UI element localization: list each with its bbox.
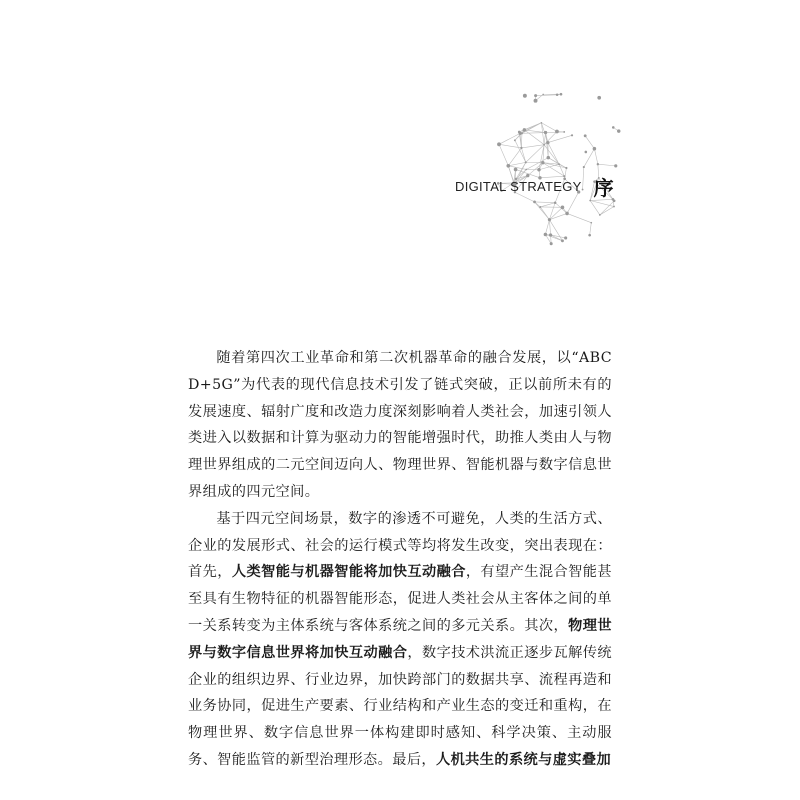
globe-node [542, 94, 544, 96]
globe-node [560, 93, 563, 96]
globe-link [540, 203, 555, 207]
paragraph [188, 506, 612, 774]
globe-node [563, 131, 565, 133]
globe-node [599, 214, 601, 216]
globe-node [564, 236, 567, 239]
globe-node [514, 168, 518, 172]
globe-node [523, 128, 526, 131]
globe-link [545, 220, 549, 235]
globe-node [520, 147, 522, 149]
globe-node [537, 168, 540, 171]
globe-link [499, 133, 520, 144]
emphasis-text: 物理世界与数字信息世界将加快互动融合 [188, 617, 613, 661]
globe-node [518, 131, 521, 134]
globe-link [508, 162, 525, 165]
globe-node [597, 96, 601, 100]
globe-node [558, 163, 560, 165]
globe-node [547, 156, 551, 160]
globe-node [565, 167, 567, 169]
globe-node [506, 164, 510, 168]
globe-node [534, 94, 537, 97]
globe-link [598, 164, 616, 166]
globe-node [543, 144, 545, 146]
globe-link [521, 145, 544, 148]
globe-node [593, 147, 597, 151]
globe-link [522, 133, 546, 134]
globe-node [617, 129, 620, 132]
emphasis-text: 人类智能与机器智能将加快互动融合 [231, 564, 466, 581]
globe-link [539, 164, 559, 170]
globe-link [499, 144, 508, 165]
globe-link [548, 135, 572, 142]
globe-node [561, 239, 564, 242]
globe-node [554, 201, 557, 204]
header-chinese-title: 序 [593, 176, 614, 200]
globe-node [525, 161, 527, 163]
globe-node [588, 234, 591, 237]
globe-link [585, 136, 594, 149]
body-text-run: 随着第四次工业革命和第二次机器革命的融合发展，以“ABCD+5G”为代表的现代信息技术引发了链式突破，正以前所未有的发展速度、辐射广度和改造力度深刻影响着人类社会，加速引领人类进入以数据和计算为驱动力的智能增强时代，助推人类由人与物理世界组成的二元空间迈向人、物理世界、智能机器与数字信息世界组成的四元空间。 [188, 350, 612, 500]
globe-node [561, 206, 565, 210]
globe-node [585, 151, 588, 154]
globe-node [534, 99, 538, 103]
globe-node [597, 163, 599, 165]
globe-node [584, 134, 587, 137]
globe-link [549, 213, 567, 219]
body-text-run: ，有望产生混合智能甚至具有生物特征的机器智能形态，促进人类社会从主客体之间的单一关系转变为主体系统与客体系统之间的多元关系。其次， [188, 564, 612, 634]
globe-node [541, 122, 543, 124]
header-english-title: DIGITAL STRATEGY [455, 179, 582, 194]
globe-link [590, 223, 592, 235]
globe-node [525, 169, 527, 171]
globe-node [541, 161, 544, 164]
globe-link [536, 95, 558, 96]
globe-link [526, 145, 544, 163]
body-text-run: 基于四元空间场景，数字的渗透不可避免，人类的生活方式、企业的发展形式、社会的运行模式等均将发生改变，突出表现在：首先， [188, 510, 612, 581]
globe-node [514, 139, 516, 141]
globe-node [539, 206, 541, 208]
globe-node [544, 131, 547, 134]
globe-link [594, 149, 597, 165]
globe-link [508, 148, 521, 166]
preface-body [188, 345, 612, 774]
globe-node [549, 233, 552, 236]
globe-node [546, 141, 549, 144]
globe-node [550, 242, 553, 245]
globe-link [544, 133, 545, 145]
section-header [455, 172, 614, 201]
globe-node [497, 142, 501, 146]
globe-node [556, 94, 559, 97]
globe-link [549, 220, 550, 235]
globe-link [540, 207, 549, 220]
globe-node [614, 164, 617, 167]
emphasis-text: 人机共生的系统与虚实叠加 [436, 751, 612, 768]
globe-node [613, 206, 615, 208]
globe-node [548, 218, 551, 221]
globe-node [544, 233, 547, 236]
globe-node [571, 134, 573, 136]
globe-link [567, 213, 591, 222]
globe-link [544, 145, 559, 165]
globe-node [523, 94, 527, 98]
globe-node [590, 222, 592, 224]
globe-link [535, 202, 556, 203]
globe-node [612, 126, 615, 129]
globe-node [583, 166, 585, 168]
body-text-run: ，数字技术洪流正逐步瓦解传统企业的组织边界、行业边界，加快跨部门的数据共享、流程再造和业务协同，促进生产要素、行业结构和产业生态的变迁和重构，在物理世界、数字信息世界一体构建即时感知、科学决策、主动服务、智能监管的新型治理形态。最后， [188, 644, 612, 768]
globe-link [515, 140, 526, 162]
network-globe-illustration [480, 62, 630, 262]
globe-node [555, 130, 559, 134]
globe-node [565, 212, 569, 216]
paragraph [188, 345, 612, 506]
